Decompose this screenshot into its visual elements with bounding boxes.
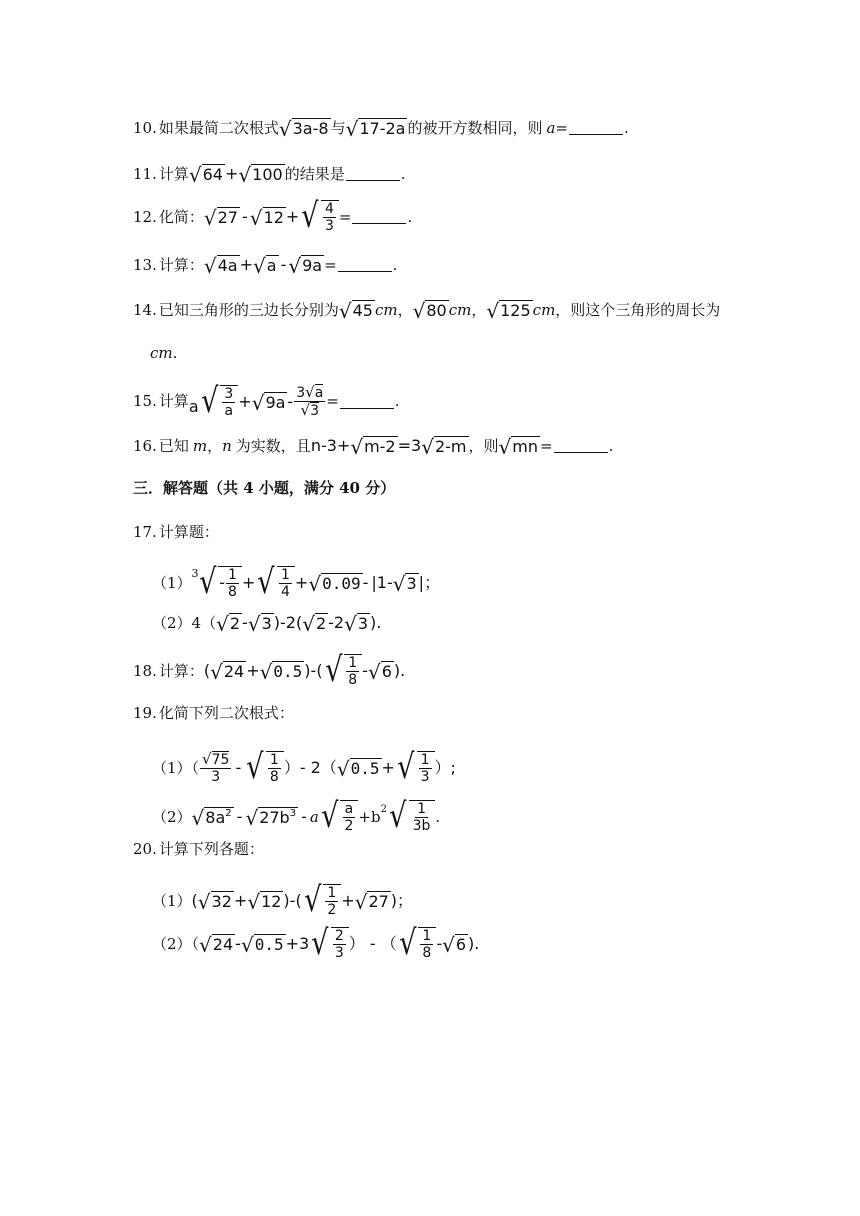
expression: ）; [434,758,456,778]
question-text: 计算： [158,661,204,680]
expression: ( [191,891,198,911]
sqrt-fraction: √ $\frac{2}{3}$ [309,927,349,961]
question-text: 计算题： [158,523,219,541]
question-number: 20. [133,840,157,858]
question-14-continued [150,346,177,361]
equals: = [540,436,553,455]
question-17-part-1: （1） 3 √ - $\frac{1}{8}$ + √ $\frac{1}{4}$ + √ 0.09 - |1- √ 3 |； [152,562,441,602]
question-20-part-2 [152,923,480,963]
unit: cm [374,300,398,319]
sqrt-expression: √ 2-m [421,435,467,459]
expression: n-3+ [310,436,351,456]
expression: ）- 2（ [283,758,337,778]
root-index: 3 [191,566,199,580]
question-19-part-2 [152,796,441,836]
question-number: 16. [133,436,157,455]
operator: + [233,891,248,911]
sqrt-expression: √ 100 [238,163,283,187]
sqrt-expression: √ 2 [302,612,327,636]
variable: a [309,807,319,826]
question-number: 15. [133,392,157,411]
part-label: （2）4（ [152,613,217,632]
expression: )； [390,891,414,911]
unit: cm [532,300,556,319]
sqrt-expression: √ 6 [442,933,467,957]
operator: - [301,807,307,827]
exponent: 2 [380,804,387,816]
sqrt-fraction: √ $\frac{1}{8}$ [323,654,363,688]
operator: + [285,207,300,227]
sqrt-expression: √ 6 [367,660,392,684]
part-label: （1） [152,573,192,592]
sqrt-fraction: √ $\frac{4}{3}$ [299,200,339,234]
sqrt-expression: √ 80 [412,299,447,323]
sqrt-expression: √ 0.5 [240,933,284,957]
question-text: ，则这个三角形的周长为 [555,300,721,319]
sqrt-expression: √ 27b3 [245,806,297,830]
question-number: 10. [133,118,157,137]
variable: n [222,436,232,455]
question-18 [133,650,406,690]
part-label: （1）（ [152,758,200,777]
expression: )-2( [273,613,303,633]
section-title: 三．解答题（共 4 小题，满分 40 分） [133,479,396,497]
expression: ). [393,661,406,681]
sqrt-expression: √ 9a [288,254,323,278]
sqrt-fraction: √ $\frac{1}{3b}$ [387,800,435,834]
expression: )-( [283,891,302,911]
operator: - [287,391,294,411]
fraction: 3 √ a √ 3 [296,383,324,420]
unit: cm [448,300,472,319]
part-label: （2） [152,807,192,826]
expression: ). [468,934,480,954]
question-text: 化简下列二次根式： [158,704,294,722]
question-number: 19. [133,704,157,722]
separator: ， [397,300,413,319]
sqrt-expression: √ 45 [338,299,373,323]
variable: a [188,396,199,416]
question-number: 17. [133,523,157,541]
question-20-part-1 [152,880,414,920]
question-text: 已知三角形的三边长分别为 [158,300,339,319]
sqrt-expression: √ 3 [392,572,417,596]
answer-blank[interactable] [346,179,400,181]
sqrt-fraction: √ $\frac{a}{2}$ [319,800,359,834]
question-text: 与 [330,118,346,137]
answer-blank[interactable] [569,133,623,135]
question-10: 10. 如果最简二次根式 √ 3a-8 与 √ 17-2a 的被开方数相同，则 a = . [133,117,629,141]
question-19-part-1 [152,747,456,788]
variable: a [546,118,556,137]
expression: |； [418,573,441,593]
expression: =3 [397,436,422,456]
sqrt-expression: √ 12 [249,206,284,230]
sqrt-expression: √ 27 [354,890,389,914]
expression: +3 [285,934,310,954]
question-20 [133,842,264,857]
question-19 [133,706,294,721]
equals: = [324,255,337,274]
expression: ). [370,613,382,633]
question-text: 计算： [158,255,204,274]
operator: + [246,661,260,681]
question-text: 如果最简二次根式 [158,118,279,137]
operator: + [239,255,254,275]
question-text: 的被开方数相同，则 [407,118,543,137]
question-number: 18. [133,661,157,680]
question-text: 的结果是 [284,164,345,183]
question-text: ，则 [468,436,499,455]
sqrt-expression: √ 24 [199,933,234,957]
operator: - [280,255,287,275]
fraction: √ 75 3 [202,750,230,786]
operator: - [236,807,243,827]
sqrt-fraction: √ $\frac{1}{8}$ [244,751,284,785]
cube-root-fraction: √ - $\frac{1}{8}$ [197,566,242,600]
part-label: （1） [152,891,192,910]
sqrt-fraction: √ $\frac{1}{4}$ [255,566,295,600]
sqrt-expression: √ 64 [188,163,223,187]
sqrt-expression: √ 12 [247,890,282,914]
question-number: 14. [133,300,157,319]
sqrt-expression: √ 27 [203,206,238,230]
sqrt-fraction: √ $\frac{1}{3}$ [395,751,435,785]
operator: - [241,207,248,227]
equals: = [555,118,568,137]
question-text: 为实数，且 [235,436,311,455]
question-17 [133,525,219,540]
unit: cm. [150,344,178,362]
sqrt-expression: √ 32 [197,890,232,914]
sqrt-expression: √ 0.5 [336,757,380,782]
sqrt-expression: √ 9a [251,390,286,415]
question-number: 13. [133,255,157,274]
separator: ， [471,300,487,319]
sqrt-expression: √ 4a [203,254,238,278]
sqrt-expression: √ 125 [486,299,531,323]
answer-blank[interactable] [352,222,406,224]
operator: - [436,934,443,954]
sqrt-expression: √ 2 [216,612,241,636]
operator: + [224,164,239,184]
variable: m [192,436,208,455]
question-12: 12. 化简： √ 27 - √ 12 + √ $\frac{4}{3}$ = . [133,196,413,236]
operator: + [341,891,355,911]
question-16: 16. 已知 m ， n 为实数，且 n-3+ √ m-2 =3 √ 2-m ，则 √ mn = . [133,435,614,459]
answer-blank[interactable] [338,270,392,272]
question-text: 已知 [158,436,189,455]
sqrt-expression: √ a [253,254,277,278]
sqrt-expression: √ 8a2 [191,806,232,830]
sqrt-expression: √ 0.09 [308,572,361,596]
question-text: 计算下列各题： [158,840,264,858]
question-text: 计算 [158,392,189,411]
sqrt-fraction: √ $\frac{1}{8}$ [397,927,437,961]
equals: = [338,207,352,226]
expression: ( [203,661,211,681]
question-14 [133,299,721,323]
question-17-part-2 [152,612,382,636]
section-heading [133,481,395,496]
part-label: （2）（ [152,934,200,953]
expression: -2 [328,613,345,633]
sqrt-expression: √ m-2 [350,435,396,459]
expression: . [435,807,441,826]
expression: +b [358,807,381,826]
question-11: 11. 计算 √ 64 + √ 100 的结果是 . [133,163,406,187]
sqrt-expression: √ 0.5 [259,660,303,684]
sqrt-expression: √ 3 [344,612,369,636]
operator: + [238,391,252,411]
sqrt-expression: √ mn [498,435,538,459]
operator: - [362,661,368,681]
question-13: 13. 计算： √ 4a + √ a - √ 9a = . [133,254,398,278]
equals: = [326,392,339,411]
question-15: 15. 计算 a √ $\frac{3}{a}$ + √ 9a - 3 √ a √ 3 = . [133,380,400,421]
sqrt-expression: √ 24 [210,660,245,684]
sqrt-expression: √ 3a-8 [278,117,329,141]
separator: ， [207,436,223,455]
answer-blank[interactable] [554,451,608,453]
question-text: 化简： [158,207,204,226]
sqrt-expression: √ 17-2a [345,117,406,141]
question-number: 11. [133,164,157,183]
sqrt-fraction: √ $\frac{3}{a}$ [199,385,239,419]
sqrt-expression: √ 3 [247,612,272,636]
question-text: 计算 [158,164,189,183]
operator: - [242,613,248,633]
expression: |1- [371,573,393,593]
answer-blank[interactable] [340,407,394,409]
question-number: 12. [133,207,157,226]
operator: + [381,758,395,778]
operator: - [235,934,241,954]
sqrt-fraction: √ $\frac{1}{2}$ [302,884,342,918]
expression: ） - （ [348,934,397,954]
expression: )-( [304,661,323,681]
operator: - [235,758,242,778]
